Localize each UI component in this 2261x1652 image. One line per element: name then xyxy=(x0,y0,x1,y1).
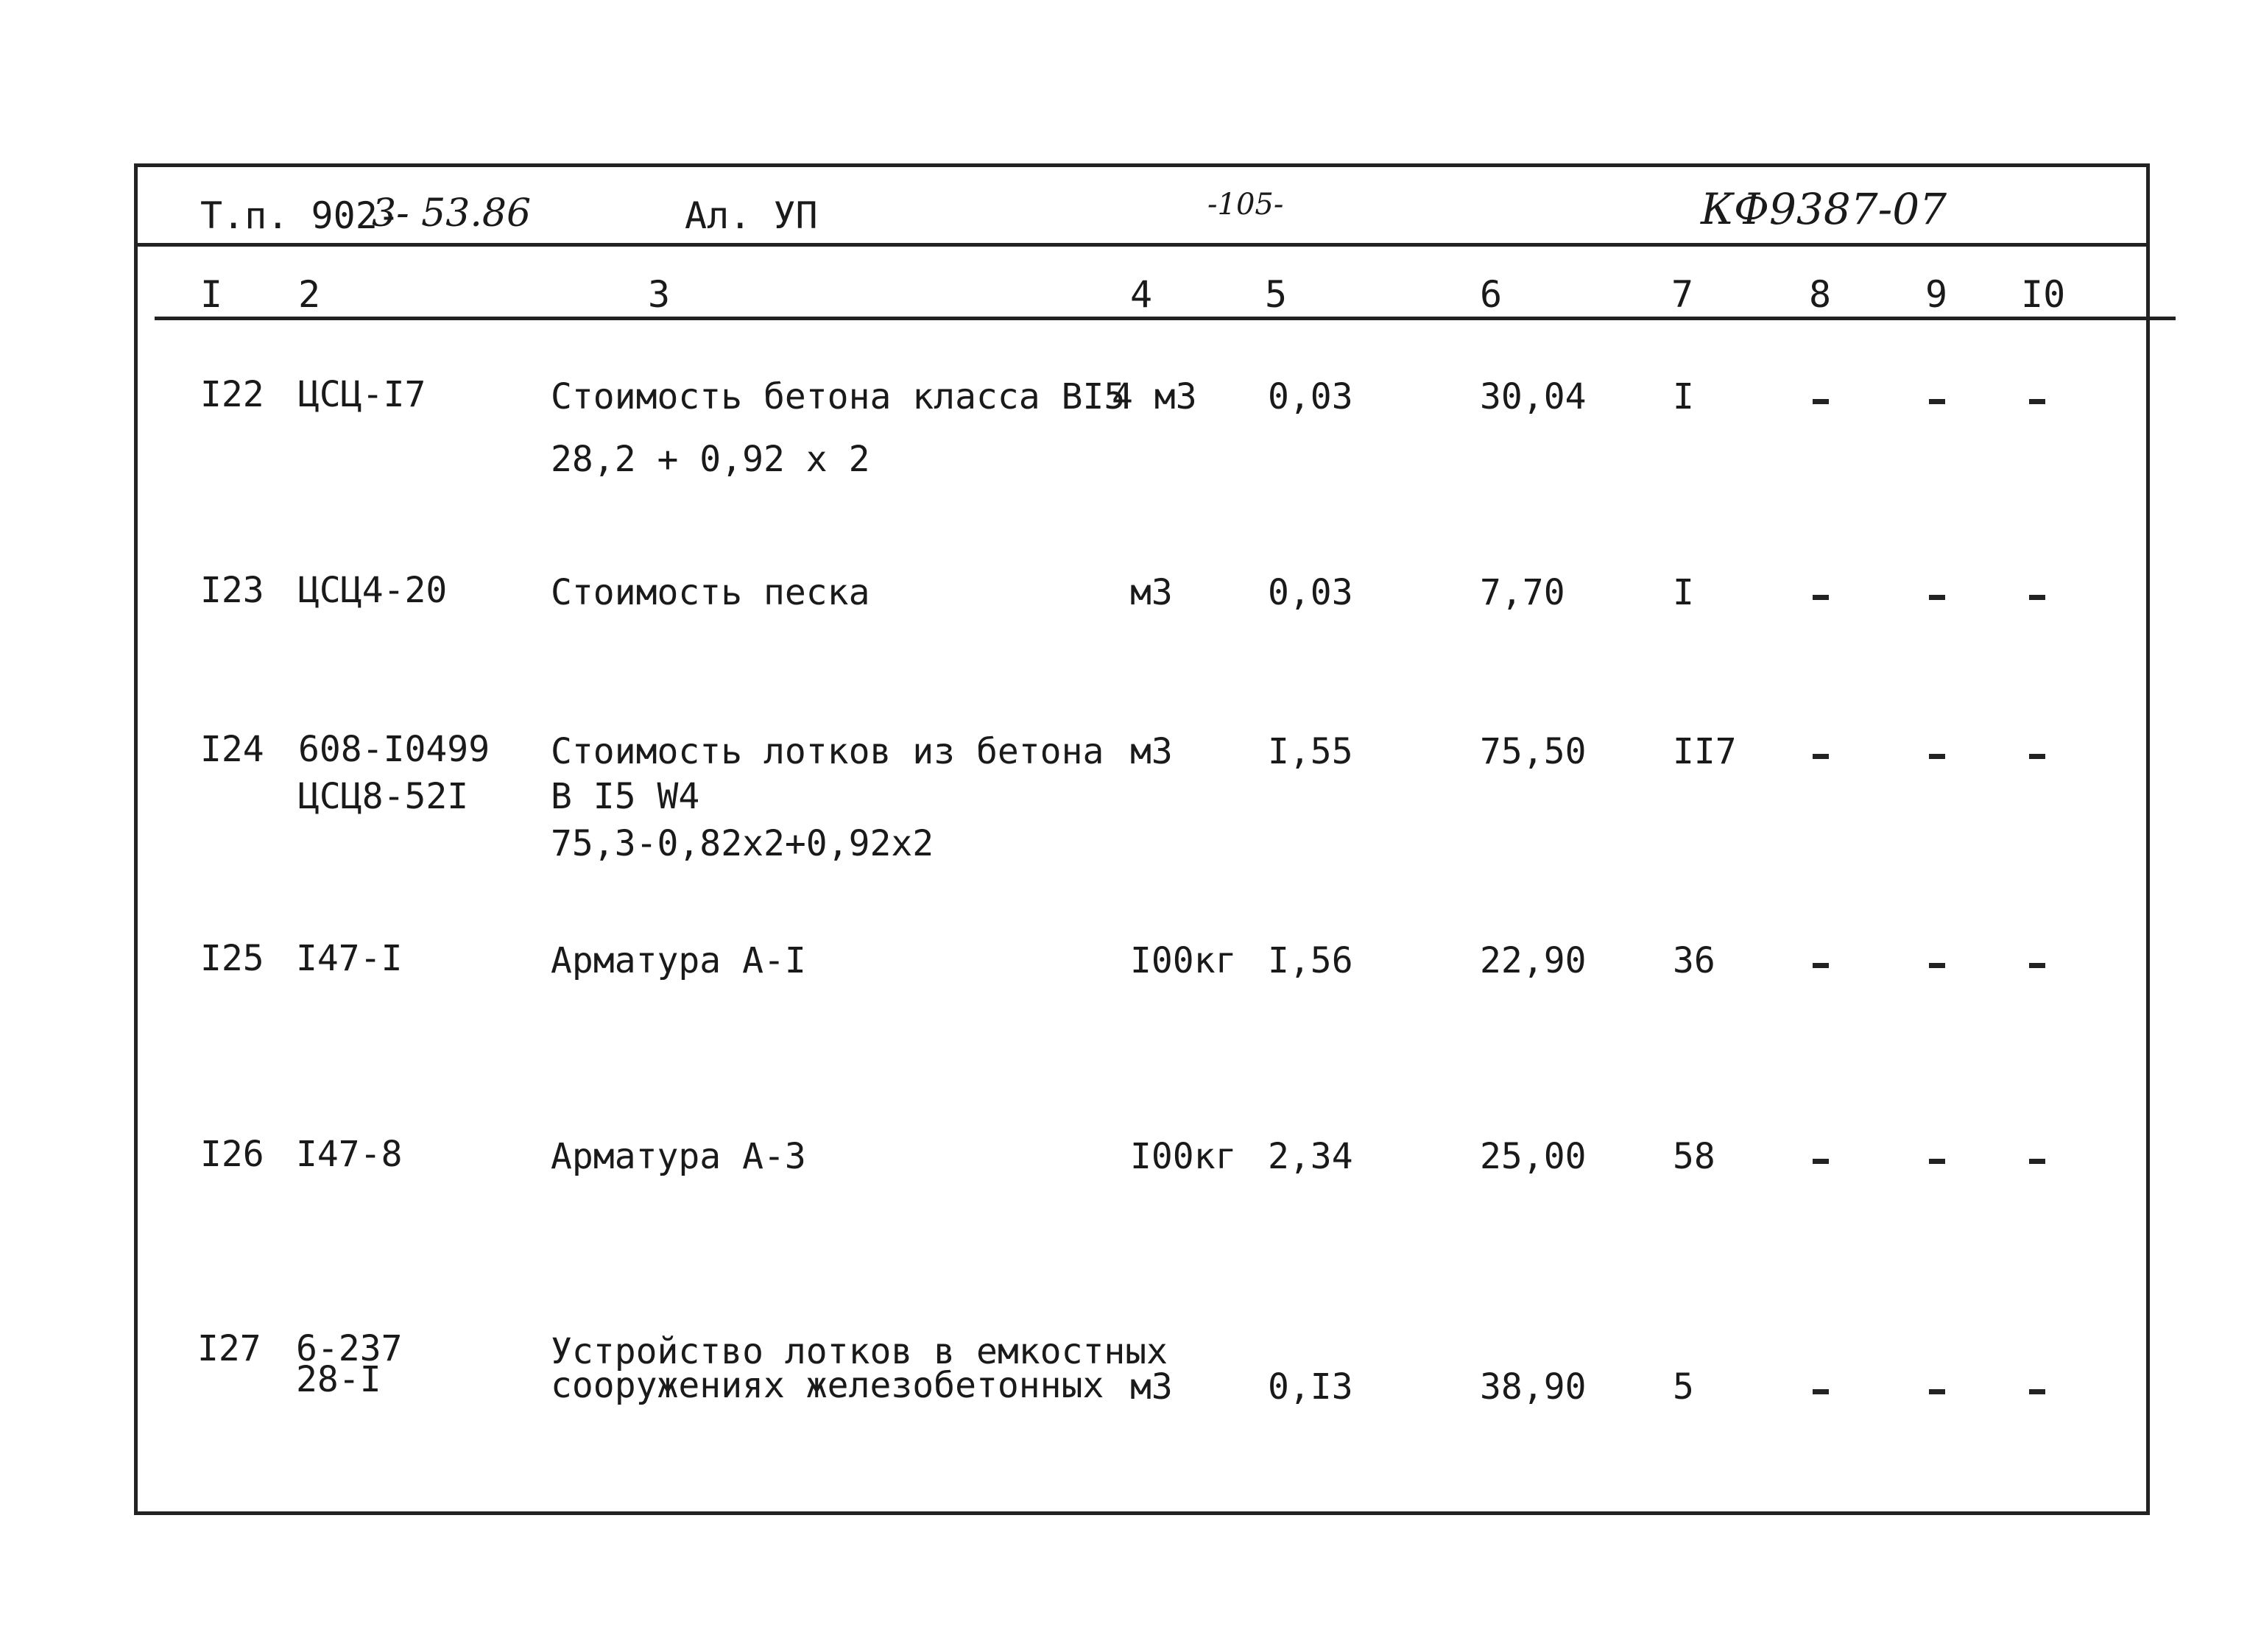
document-code: КФ9387-07 xyxy=(1701,184,1947,234)
row-col8-dash xyxy=(1813,595,1829,600)
row-col10-dash xyxy=(2029,754,2045,759)
row-number: I25 xyxy=(200,938,264,979)
column-number: 2 xyxy=(298,273,321,316)
row-price: 7,70 xyxy=(1480,572,1565,613)
row-code: I47-I xyxy=(296,938,403,979)
row-description: Стоимость лотков из бетона xyxy=(551,731,1104,772)
row-description: Устройство лотков в емкостных xyxy=(551,1331,1168,1372)
row-number: I24 xyxy=(200,729,264,770)
row-number: I26 xyxy=(200,1134,264,1175)
row-price: 38,90 xyxy=(1480,1366,1587,1408)
row-unit: 4 м3 xyxy=(1112,376,1197,417)
row-col9-dash xyxy=(1929,595,1945,600)
row-col9-dash xyxy=(1929,399,1945,404)
row-unit: I00кг xyxy=(1130,1136,1237,1177)
row-unit: м3 xyxy=(1130,731,1173,772)
row-quantity: I,55 xyxy=(1268,731,1353,772)
row-description: 28,2 + 0,92 x 2 xyxy=(551,439,870,480)
row-col8-dash xyxy=(1813,1389,1829,1394)
row-col10-dash xyxy=(2029,1159,2045,1164)
column-number: 4 xyxy=(1130,273,1153,316)
row-col7: 58 xyxy=(1673,1136,1715,1177)
header-divider xyxy=(134,243,2150,247)
column-number: 3 xyxy=(648,273,671,316)
column-number: I xyxy=(200,273,223,316)
column-number: I0 xyxy=(2021,273,2066,316)
row-col7: 36 xyxy=(1673,940,1715,981)
album-label: Ал. УП xyxy=(685,194,818,237)
row-code: 608-I0499 xyxy=(298,729,490,770)
row-quantity: 0,I3 xyxy=(1268,1366,1353,1408)
row-col8-dash xyxy=(1813,963,1829,968)
row-col9-dash xyxy=(1929,1159,1945,1164)
row-quantity: 0,03 xyxy=(1268,376,1353,417)
row-col7: I xyxy=(1673,572,1694,613)
row-col10-dash xyxy=(2029,399,2045,404)
row-quantity: 0,03 xyxy=(1268,572,1353,613)
row-col9-dash xyxy=(1929,963,1945,968)
row-description: Стоимость бетона класса BI5 xyxy=(551,376,1126,417)
row-col7: II7 xyxy=(1673,731,1737,772)
row-number: I27 xyxy=(197,1328,261,1369)
doc-number-prefix: Т.п. 902- xyxy=(200,194,400,237)
row-description: сооружениях железобетонных xyxy=(551,1365,1104,1406)
row-col8-dash xyxy=(1813,754,1829,759)
row-number: I22 xyxy=(200,374,264,415)
row-col7: I xyxy=(1673,376,1694,417)
doc-number-suffix: 3- 53.86 xyxy=(372,191,532,236)
row-unit: м3 xyxy=(1130,1366,1173,1408)
row-price: 75,50 xyxy=(1480,731,1587,772)
row-description: В I5 W4 xyxy=(551,776,700,817)
row-number: I23 xyxy=(200,570,264,611)
row-col9-dash xyxy=(1929,754,1945,759)
row-unit: м3 xyxy=(1130,572,1173,613)
row-col10-dash xyxy=(2029,963,2045,968)
row-col10-dash xyxy=(2029,1389,2045,1394)
row-price: 25,00 xyxy=(1480,1136,1587,1177)
row-description: 75,3-0,82x2+0,92x2 xyxy=(551,823,934,864)
column-number: 9 xyxy=(1925,273,1948,316)
row-description: Арматура А-I xyxy=(551,940,806,981)
table-frame xyxy=(134,163,2150,1515)
column-number: 7 xyxy=(1671,273,1694,316)
column-number: 5 xyxy=(1265,273,1288,316)
row-col8-dash xyxy=(1813,1159,1829,1164)
row-quantity: 2,34 xyxy=(1268,1136,1353,1177)
column-number: 8 xyxy=(1809,273,1832,316)
row-code: ЦСЦ8-52I xyxy=(298,776,469,817)
row-price: 30,04 xyxy=(1480,376,1587,417)
row-description: Стоимость песка xyxy=(551,572,870,613)
row-code: 6-237 xyxy=(296,1328,403,1369)
column-number: 6 xyxy=(1480,273,1503,316)
row-col7: 5 xyxy=(1673,1366,1694,1408)
row-col8-dash xyxy=(1813,399,1829,404)
row-code: I47-8 xyxy=(296,1134,403,1175)
row-col10-dash xyxy=(2029,595,2045,600)
row-unit: I00кг xyxy=(1130,940,1237,981)
row-code: ЦСЦ4-20 xyxy=(298,570,448,611)
column-numbers-divider xyxy=(155,317,2176,320)
row-quantity: I,56 xyxy=(1268,940,1353,981)
row-code: 28-I xyxy=(296,1359,381,1400)
row-code: ЦСЦ-I7 xyxy=(298,374,426,415)
row-description: Арматура А-3 xyxy=(551,1136,806,1177)
row-col9-dash xyxy=(1929,1389,1945,1394)
page-number: -105- xyxy=(1207,188,1284,222)
row-price: 22,90 xyxy=(1480,940,1587,981)
